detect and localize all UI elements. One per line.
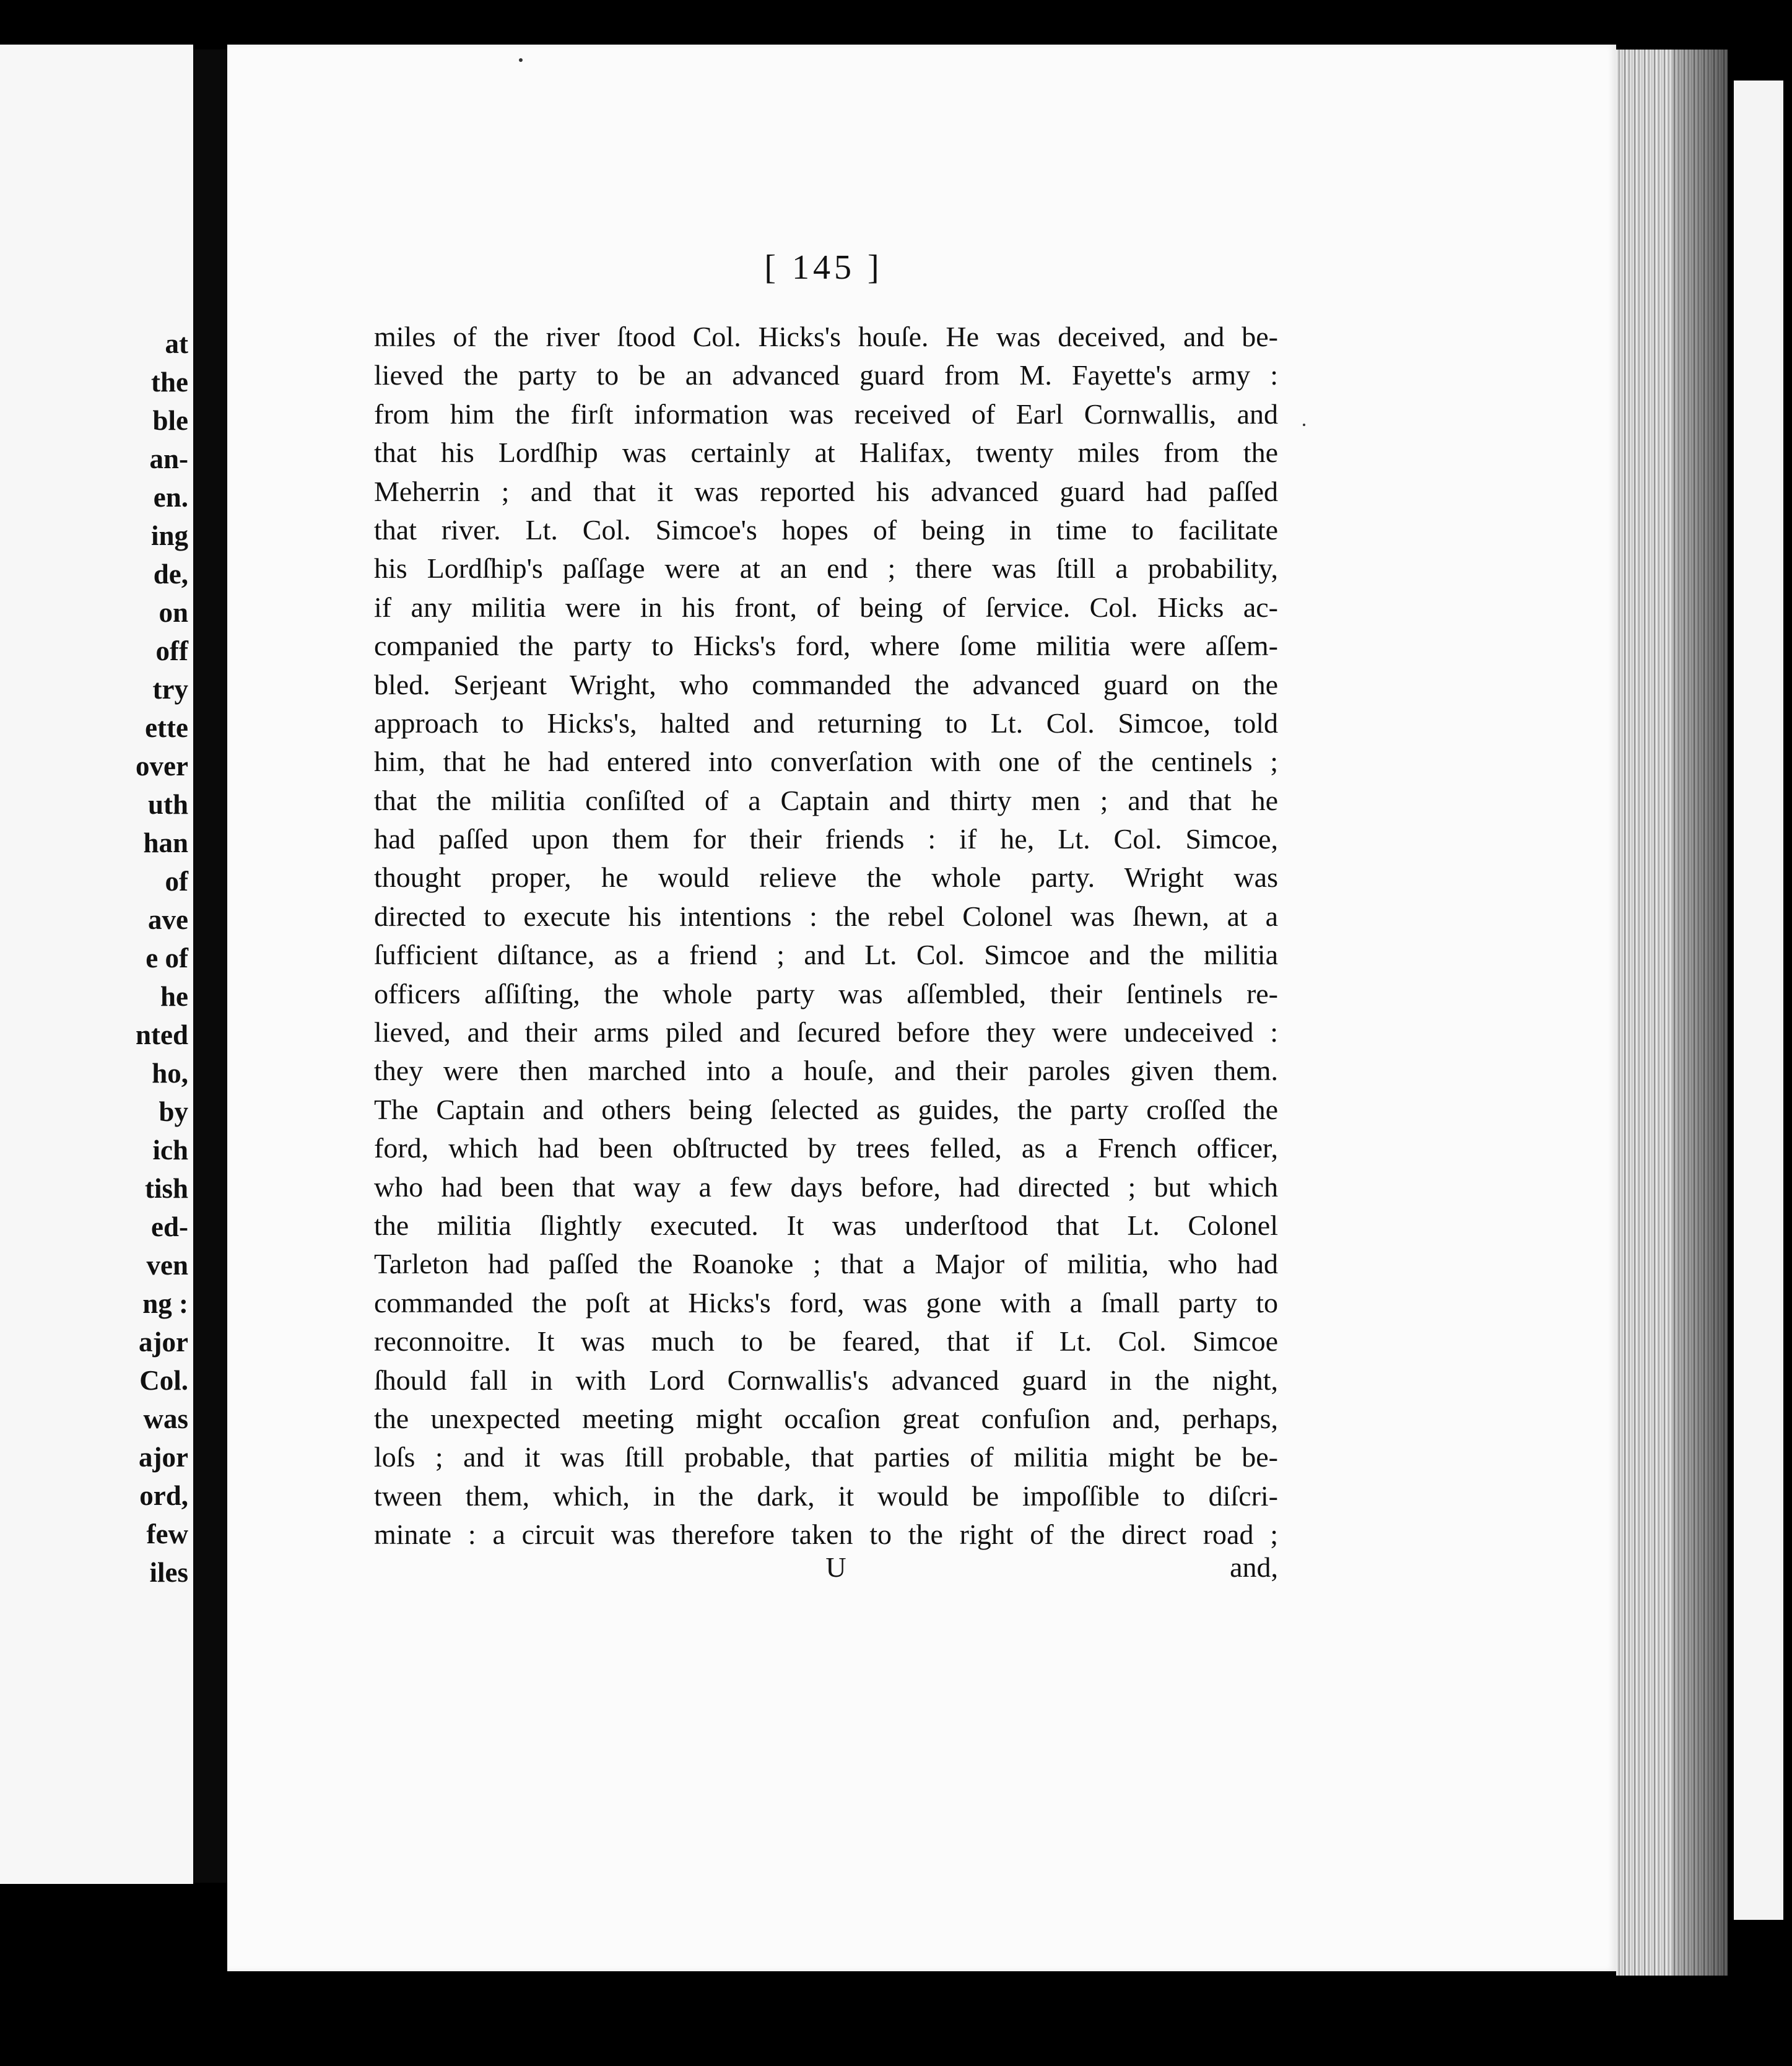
left-fragment: ng : xyxy=(142,1288,188,1319)
speck-mark xyxy=(519,58,523,62)
signature-mark: U xyxy=(825,1551,846,1583)
left-fragment: ble xyxy=(152,405,188,436)
left-fragment: ho, xyxy=(152,1058,188,1089)
left-fragment: en. xyxy=(153,482,188,513)
text-line: commanded the poſt at Hicks's ford, was gone with a ſmall party to xyxy=(374,1286,1278,1318)
text-line: lieved the party to be an advanced guard from M. Fayette's army : xyxy=(374,359,1278,391)
text-line: from him the firſt information was received of Earl Cornwallis, and xyxy=(374,398,1278,430)
left-fragment: Col. xyxy=(139,1365,188,1396)
text-line: thought proper, he would relieve the whole party. Wright was xyxy=(374,861,1278,894)
text-line: ſhould fall in with Lord Cornwallis's advanced guard in the night, xyxy=(374,1364,1278,1396)
left-fragment: was xyxy=(143,1403,188,1434)
left-fragment: ven xyxy=(146,1250,188,1281)
left-fragment: at xyxy=(165,328,188,359)
catch-line xyxy=(374,1548,1278,1587)
text-line: companied the party to Hicks's ford, where ſome militia were aſſem- xyxy=(374,630,1278,662)
left-fragment: he xyxy=(160,981,188,1012)
text-line: ford, which had been obſtructed by trees felled, as a French officer, xyxy=(374,1132,1278,1164)
text-line: loſs ; and it was ſtill probable, that parties of militia might be be- xyxy=(374,1441,1278,1473)
left-fragment: off xyxy=(155,635,188,666)
left-fragment: han xyxy=(143,827,188,858)
text-line: bled. Serjeant Wright, who commanded the advanced guard on the xyxy=(374,668,1278,700)
text-line: ſufficient diſtance, as a friend ; and Lt. Col. Simcoe and the militia xyxy=(374,939,1278,971)
text-line: miles of the river ſtood Col. Hicks's houſe. He was deceived, and be- xyxy=(374,321,1278,352)
text-line: directed to execute his intentions : the rebel Colonel was ſhewn, at a xyxy=(374,900,1278,932)
left-fragment: an- xyxy=(149,443,188,474)
text-line: approach to Hicks's, halted and returning to Lt. Col. Simcoe, told xyxy=(374,707,1278,739)
body-text xyxy=(374,318,1278,1554)
left-fragment: the xyxy=(151,367,188,398)
speck-mark xyxy=(1303,424,1305,426)
left-fragment: de, xyxy=(153,559,188,590)
left-fragment: ed- xyxy=(151,1211,188,1242)
left-fragment: ave xyxy=(148,904,188,935)
left-fragment: tish xyxy=(144,1173,188,1204)
book-gutter xyxy=(193,50,227,1883)
text-line: if any militia were in his front, of being of ſervice. Col. Hicks ac- xyxy=(374,591,1278,623)
left-fragment: ing xyxy=(150,520,188,551)
catchword: and, xyxy=(1230,1551,1278,1583)
left-fragment: ord, xyxy=(139,1480,188,1511)
left-fragment: try xyxy=(152,674,188,705)
left-fragment: uth xyxy=(147,789,188,820)
text-line: that the militia conſiſted of a Captain and thirty men ; and that he xyxy=(374,784,1278,816)
page-number: [ 145 ] xyxy=(764,248,883,287)
text-line: the unexpected meeting might occaſion great confuſion and, perhaps, xyxy=(374,1402,1278,1434)
text-line: that his Lordſhip was certainly at Halifax, twenty miles from the xyxy=(374,437,1278,469)
text-line: reconnoitre. It was much to be feared, that if Lt. Col. Simcoe xyxy=(374,1325,1278,1358)
left-fragment: over xyxy=(136,751,188,782)
text-line: that river. Lt. Col. Simcoe's hopes of being in time to facilitate xyxy=(374,513,1278,546)
left-fragment: of xyxy=(165,866,188,897)
text-line: him, that he had entered into converſation with one of the centinels ; xyxy=(374,746,1278,778)
left-fragment: few xyxy=(146,1519,188,1550)
text-line: tween them, which, in the dark, it would be impoſſible to diſcri- xyxy=(374,1480,1278,1512)
text-line: Meherrin ; and that it was reported his advanced guard had paſſed xyxy=(374,475,1278,507)
left-page-text-fragments xyxy=(136,325,188,1592)
left-fragment: ajor xyxy=(139,1327,188,1358)
back-cover-board xyxy=(1734,81,1783,1920)
left-fragment: ich xyxy=(152,1135,188,1166)
text-line: Tarleton had paſſed the Roanoke ; that a Major of militia, who had xyxy=(374,1248,1278,1280)
text-line: lieved, and their arms piled and ſecured before they were undeceived : xyxy=(374,1016,1278,1048)
left-fragment: e of xyxy=(146,943,188,974)
left-fragment: by xyxy=(159,1096,188,1127)
left-fragment: on xyxy=(159,597,188,628)
text-line: had paſſed upon them for their friends : if he, Lt. Col. Simcoe, xyxy=(374,823,1278,855)
left-fragment: ette xyxy=(145,712,188,743)
text-line: the militia ſlightly executed. It was underſtood that Lt. Colonel xyxy=(374,1209,1278,1241)
left-fragment: ajor xyxy=(139,1442,188,1473)
text-line: who had been that way a few days before, had directed ; but which xyxy=(374,1170,1278,1203)
text-line: they were then marched into a houſe, and their paroles given them. xyxy=(374,1055,1278,1087)
text-line: minate : a circuit was therefore taken to the right of the direct road ; xyxy=(374,1519,1278,1551)
left-facing-page xyxy=(0,45,193,1884)
text-line: his Lordſhip's paſſage were at an end ; there was ſtill a probability, xyxy=(374,552,1278,585)
page-edges-shadow xyxy=(1672,50,1728,1976)
text-line: officers aſſiſting, the whole party was aſſembled, their ſentinels re- xyxy=(374,977,1278,1009)
text-line: The Captain and others being ſelected as guides, the party croſſed the xyxy=(374,1093,1278,1125)
left-fragment: iles xyxy=(149,1557,188,1588)
left-fragment: nted xyxy=(135,1019,188,1050)
